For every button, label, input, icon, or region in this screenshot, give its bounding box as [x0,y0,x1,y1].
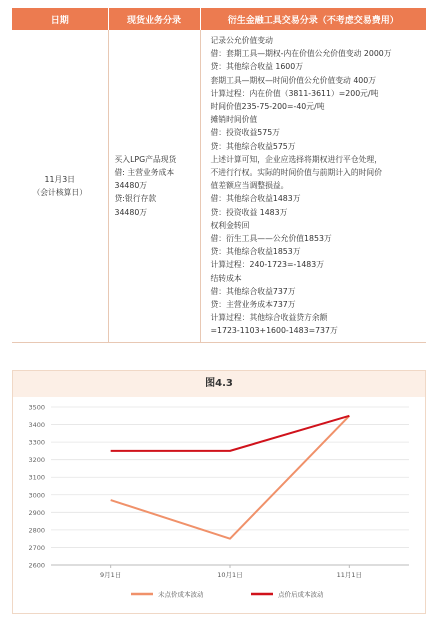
x-tick-label: 10月1日 [217,571,243,579]
derivative-entry-line: 时间价值235-75-200=-40元/吨 [210,102,325,112]
spot-entries-cell [108,30,200,342]
derivative-entry-line: 贷：主营业务成本737万 [210,300,296,310]
derivative-entry-line: 借：其他综合收益737万 [210,286,296,296]
header-spot-entries: 现货业务分录 [108,8,200,30]
derivative-entry-line: 记录公允价值变动 [210,36,273,45]
y-tick-label: 3000 [28,491,45,500]
chart-panel [12,370,426,614]
x-tick-label: 9月1日 [100,571,122,579]
derivative-entry-line: 值差额应当调整损益。 [210,181,289,191]
derivative-entry-line: 借：其他综合收益1483万 [210,194,301,204]
y-tick-label: 3400 [28,421,45,430]
date-cell [12,30,108,342]
derivative-entry-line: 计算过程：内在价值（3811-3611）=200元/吨 [210,88,379,98]
derivative-entry-line: 贷：其他综合收益 1600万 [210,62,303,72]
derivative-entry-line: 贷：其他综合收益1853万 [210,247,301,257]
figure-title: 图4.3 [13,371,425,397]
derivative-entry-line: 贷：其他综合收益575万 [210,141,296,151]
y-tick-label: 3100 [28,473,45,482]
spot-entry-line: 借: 主营业务成本 [114,168,175,178]
y-tick-label: 3200 [28,456,45,465]
derivative-entries-cell [200,30,426,342]
derivative-entry-line: 贷：投资收益 1483万 [210,207,288,217]
derivative-entry-line: 套期工具—期权—时间价值公允价值变动 400万 [210,75,376,85]
header-derivative-entries: 衍生金融工具交易分录（不考虑交易费用） [200,8,426,30]
date-text: 11月3日 [44,174,75,184]
table-header-row [12,8,426,30]
accounting-entries-table [12,8,426,343]
derivative-entry-line: 借：套期工具—期权-内在价值公允价值变动 2000万 [210,49,392,59]
y-tick-label: 3500 [28,403,45,412]
derivative-entry-line: 上述计算可知，企业应选择将期权进行平仓处理， [210,154,383,164]
spot-entry-line: 贷:银行存款 [114,194,157,204]
header-date: 日期 [12,8,108,30]
derivative-entry-line: 计算过程：240-1723=-1483万 [210,260,325,270]
table-row [12,30,426,342]
derivative-entry-line: 结转成本 [210,273,242,283]
x-tick-label: 11月1日 [336,571,363,579]
derivative-entry-line: 不进行行权。实际的时间价值与前期计入的时间价 [210,168,383,178]
series-line-2 [111,416,350,451]
date-note: （会计核算日） [32,187,88,197]
y-tick-label: 3300 [28,438,45,447]
derivative-entry-line: 借：投资收益575万 [210,128,280,138]
spot-entry-line: 买入LPG产品现货 [114,154,177,164]
y-tick-label: 2700 [28,543,45,552]
legend-label: 点价后成本波动 [278,590,324,599]
derivative-entry-line: 摊销时间价值 [210,115,258,125]
y-tick-label: 2600 [28,561,45,570]
y-tick-label: 2900 [28,508,45,517]
spot-entry-line: 34480万 [114,181,148,191]
cost-fluctuation-chart [13,397,425,613]
spot-entry-line: 34480万 [114,207,148,217]
derivative-entry-line: =1723-1103+1600-1483=737万 [210,326,338,336]
derivative-entry-line: 权利金转回 [210,220,250,230]
derivative-entry-line: 借：衍生工具——公允价值1853万 [210,234,332,244]
derivative-entry-line: 计算过程：其他综合收益贷方余额 [210,313,328,323]
legend-label: 未点价成本波动 [158,590,204,599]
y-tick-label: 2800 [28,526,45,535]
